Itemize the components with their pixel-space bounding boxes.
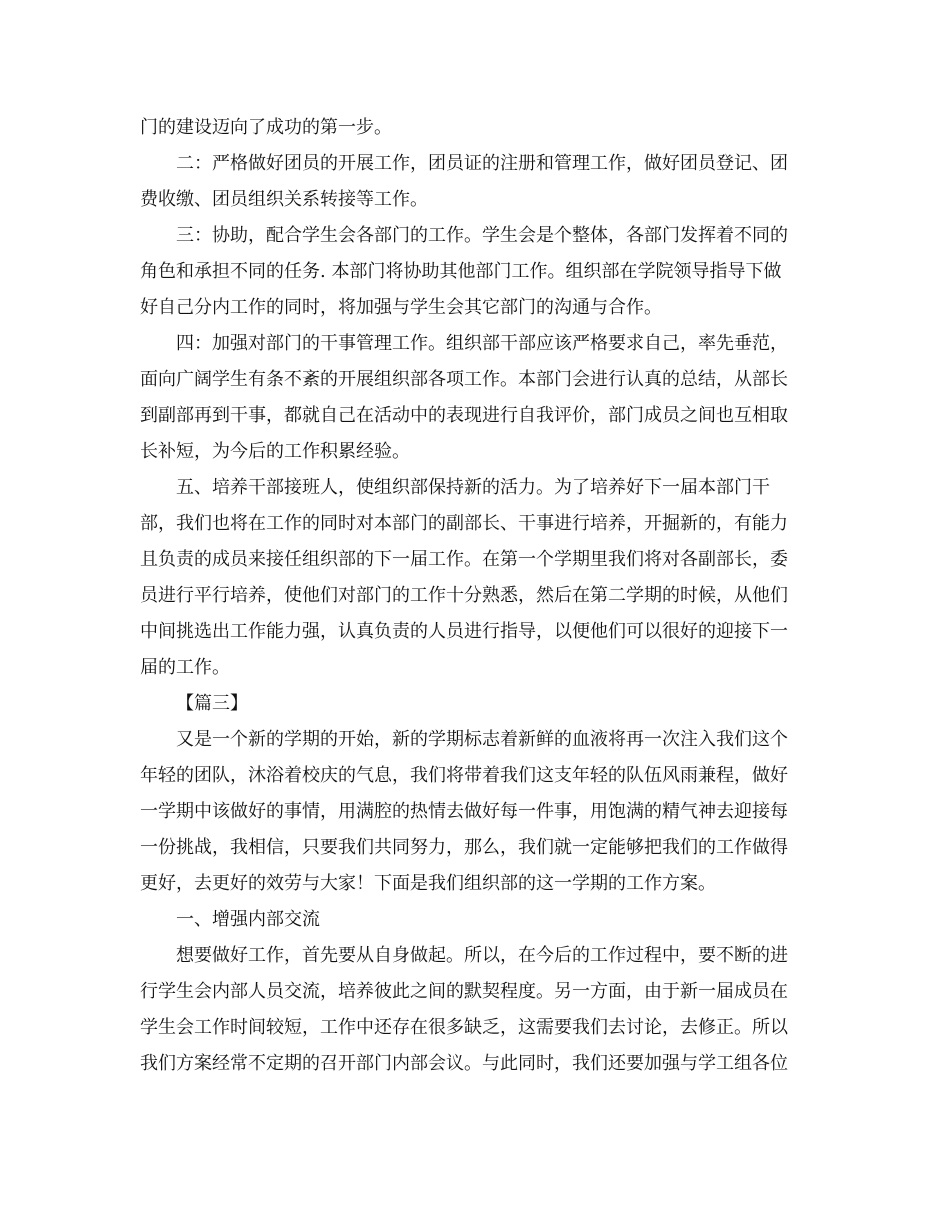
text-line: 更好，去更好的效劳与大家！下面是我们组织部的这一学期的工作方案。 [140,873,716,894]
text-line: 到副部再到干事，都就自己在活动中的表现进行自我评价，部门成员之间也互相取 [140,405,788,426]
text-line: 二：严格做好团员的开展工作，团员证的注册和管理工作，做好团员登记、团 [176,153,788,174]
subsection-title: 一、增强内部交流 [176,909,320,930]
text-line: 门的建设迈向了成功的第一步。 [140,117,392,138]
text-line: 想要做好工作，首先要从自身做起。所以，在今后的工作过程中，要不断的进 [176,945,788,966]
text-line: 四：加强对部门的干事管理工作。组织部干部应该严格要求自己，率先垂范， [176,333,788,354]
paragraph-continuation [140,110,812,146]
text-line: 行学生会内部人员交流，培养彼此之间的默契程度。另一方面，由于新一届成员在 [140,981,788,1002]
text-line: 长补短，为今后的工作积累经验。 [140,441,410,462]
paragraph-item-4 [140,326,812,470]
subsection-heading [140,902,812,938]
paragraph-internal-communication [140,938,812,1082]
section-title: 【篇三】 [176,693,248,714]
text-line: 一份挑战，我相信，只要我们共同努力，那么，我们就一定能够把我们的工作做得 [140,837,788,858]
document-body [140,110,812,1082]
text-line: 五、培养干部接班人，使组织部保持新的活力。为了培养好下一届本部门干 [176,477,770,498]
text-line: 费收缴、团员组织关系转接等工作。 [140,189,428,210]
text-line: 好自己分内工作的同时，将加强与学生会其它部门的沟通与合作。 [140,297,662,318]
text-line: 又是一个新的学期的开始，新的学期标志着新鲜的血液将再一次注入我们这个 [176,729,788,750]
text-line: 部，我们也将在工作的同时对本部门的副部长、干事进行培养，开掘新的，有能力 [140,513,788,534]
text-line: 员进行平行培养，使他们对部门的工作十分熟悉，然后在第二学期的时候，从他们 [140,585,788,606]
section-heading [140,686,812,722]
text-line: 面向广阔学生有条不紊的开展组织部各项工作。本部门会进行认真的总结，从部长 [140,369,788,390]
text-line: 一学期中该做好的事情，用满腔的热情去做好每一件事，用饱满的精气神去迎接每 [140,801,788,822]
paragraph-item-5 [140,470,812,686]
text-line: 我们方案经常不定期的召开部门内部会议。与此同时，我们还要加强与学工组各位 [140,1053,788,1074]
text-line: 三：协助，配合学生会各部门的工作。学生会是个整体，各部门发挥着不同的 [176,225,788,246]
text-line: 届的工作。 [140,657,230,678]
paragraph-intro [140,722,812,902]
paragraph-item-3 [140,218,812,326]
text-line: 角色和承担不同的任务. 本部门将协助其他部门工作。组织部在学院领导指导下做 [140,261,782,282]
text-line: 年轻的团队，沐浴着校庆的气息，我们将带着我们这支年轻的队伍风雨兼程，做好 [140,765,788,786]
paragraph-item-2 [140,146,812,218]
text-line: 中间挑选出工作能力强，认真负责的人员进行指导，以便他们可以很好的迎接下一 [140,621,788,642]
text-line: 且负责的成员来接任组织部的下一届工作。在第一个学期里我们将对各副部长，委 [140,549,788,570]
text-line: 学生会工作时间较短，工作中还存在很多缺乏，这需要我们去讨论，去修正。所以 [140,1017,788,1038]
